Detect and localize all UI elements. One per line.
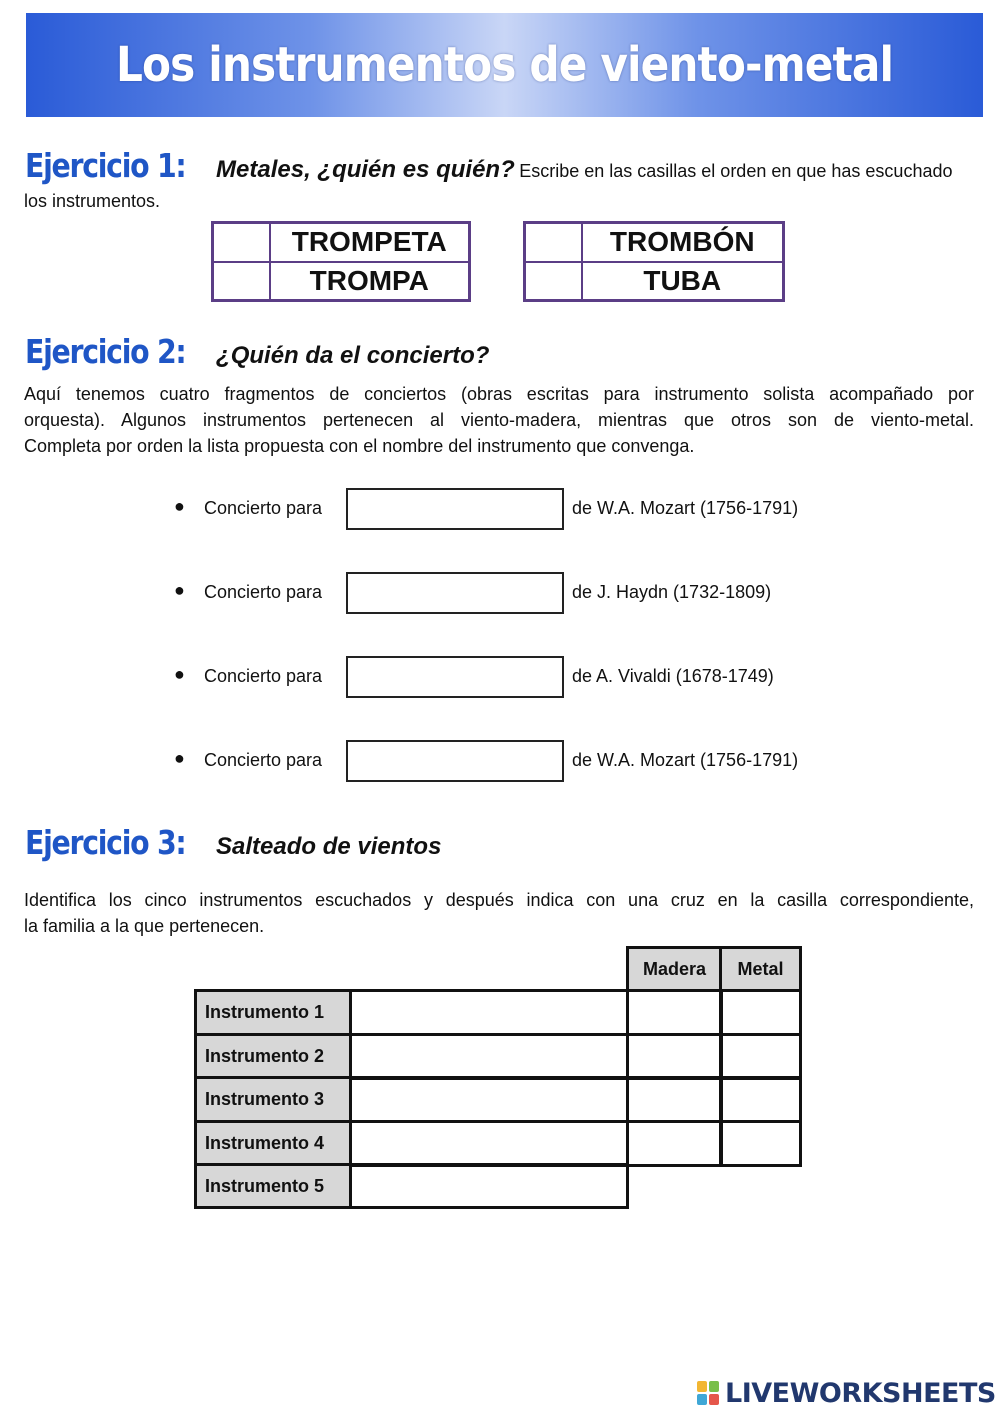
instrument-name-input[interactable] [349,1120,629,1167]
instrument-answer-input[interactable] [346,656,564,698]
instrument-name-input[interactable] [349,1076,629,1123]
concerto-item [0,572,1000,614]
paragraph-line: Aquí tenemos cuatro fragmentos de conciertos (obras escritas para instrumento solista acompañado por [24,384,974,404]
paragraph-line: la familia a la que pertenecen. [24,916,265,936]
bullet-icon: ● [174,580,185,600]
instrument-name: TROMPA [270,262,470,301]
concerto-prefix: Concierto para [204,750,323,770]
instrument-name: TUBA [582,262,784,301]
exercise-3-label: Ejercicio 3: [25,823,186,862]
madera-checkbox[interactable] [626,1076,723,1123]
exercise-2-heading [25,332,489,371]
madera-checkbox[interactable] [626,1033,723,1080]
exercise-1-heading [25,146,952,185]
exercise-1-instruction-cont: los instrumentos. [24,191,161,211]
exercise-1-label: Ejercicio 1: [25,146,186,185]
metal-checkbox[interactable] [719,989,802,1036]
instrument-answer-input[interactable] [346,572,564,614]
exercise-2-label: Ejercicio 2: [25,332,186,371]
concerto-item [0,656,1000,698]
instrument-name-input[interactable] [349,989,629,1036]
row-label: Instrumento 5 [194,1163,352,1209]
instrument-answer-input[interactable] [346,488,564,530]
exercise-3-heading [25,823,441,862]
order-input-box[interactable] [525,223,582,262]
concerto-author: de J. Haydn (1732-1809) [572,582,772,602]
instrument-name-input[interactable] [349,1163,629,1209]
order-input-box[interactable] [213,262,270,301]
concerto-prefix: Concierto para [204,666,323,686]
metal-checkbox[interactable] [719,1120,802,1167]
exercise-2-paragraph [24,381,974,459]
bullet-icon: ● [174,664,185,684]
bullet-icon: ● [174,496,185,516]
concerto-prefix: Concierto para [204,582,323,602]
paragraph-line: orquesta). Algunos instrumentos pertenecen al viento-madera, mientras que otros son de viento-metal. [24,410,974,430]
instrument-order-grid-left [211,221,471,302]
title-banner [26,13,983,117]
instrument-answer-input[interactable] [346,740,564,782]
concerto-author: de W.A. Mozart (1756-1791) [572,498,799,518]
concerto-item [0,740,1000,782]
liveworksheets-logo [697,1378,996,1409]
row-label: Instrumento 1 [194,989,352,1036]
order-input-box[interactable] [525,262,582,301]
madera-checkbox[interactable] [626,989,723,1036]
concerto-prefix: Concierto para [204,498,323,518]
liveworksheets-brand: LIVEWORKSHEETS [725,1378,996,1409]
metal-checkbox[interactable] [719,1076,802,1123]
row-label: Instrumento 3 [194,1076,352,1123]
concerto-item [0,488,1000,530]
exercise-2-subtitle: ¿Quién da el concierto? [216,342,490,369]
column-header-madera: Madera [626,946,723,992]
metal-checkbox[interactable] [719,1033,802,1080]
column-header-metal: Metal [719,946,802,992]
paragraph-line: Completa por orden la lista propuesta con el nombre del instrumento que convenga. [24,436,695,456]
exercise-1-instruction: Escribe en las casillas el orden en que has escuchado [519,161,953,181]
concerto-author: de W.A. Mozart (1756-1791) [572,750,799,770]
instrument-name: TROMPETA [270,223,470,262]
exercise-1-subtitle: Metales, ¿quién es quién? [216,156,515,183]
instrument-order-grid-right [523,221,785,302]
bullet-icon: ● [174,748,185,768]
page-title: Los instrumentos de viento-metal [115,37,894,93]
instrument-name: TROMBÓN [582,223,784,262]
exercise-3-paragraph [24,887,974,939]
exercise-3-subtitle: Salteado de vientos [216,833,442,860]
liveworksheets-logo-icon [697,1381,721,1407]
order-input-box[interactable] [213,223,270,262]
row-label: Instrumento 2 [194,1033,352,1080]
madera-checkbox[interactable] [626,1120,723,1167]
instrument-name-input[interactable] [349,1033,629,1080]
paragraph-line: Identifica los cinco instrumentos escuchados y después indica con una cruz en la casilla correspondiente, [24,890,974,910]
concerto-author: de A. Vivaldi (1678-1749) [572,666,774,686]
row-label: Instrumento 4 [194,1120,352,1167]
